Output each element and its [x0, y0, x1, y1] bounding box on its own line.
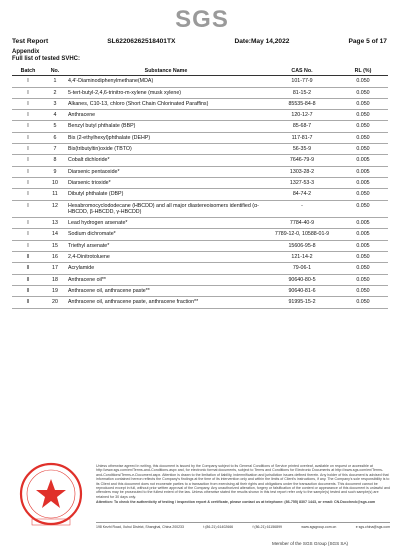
- group-membership: Member of the SGS Group (SGS SA): [272, 541, 349, 546]
- table-row: [12, 274, 388, 285]
- cas-cell: 56-35-9: [266, 144, 338, 155]
- number-cell: 15: [44, 240, 66, 251]
- number-cell: 4: [44, 110, 66, 121]
- number-cell: 5: [44, 121, 66, 132]
- substance-cell: Benzyl butyl phthalate (BBP): [66, 121, 266, 132]
- rl-cell: 0.050: [338, 297, 388, 308]
- batch-cell: II: [12, 252, 44, 263]
- substance-cell: Hexabromocyclododecane (HBCDD) and all major diastereoisomers identified (α-HBCDD, β-HBCDD, γ-HBCDD): [66, 200, 266, 218]
- contact-line: [96, 522, 390, 529]
- cas-cell: 79-06-1: [266, 263, 338, 274]
- office-address: 198 Kezhi Road, Xuhui District, Shanghai, China 200233: [96, 525, 184, 529]
- svg-text:SGS: SGS: [175, 6, 229, 30]
- table-row: [12, 252, 388, 263]
- rl-cell: 0.005: [338, 155, 388, 166]
- col-cas: CAS No.: [266, 68, 338, 76]
- cas-cell: 1303-28-2: [266, 166, 338, 177]
- substance-cell: Sodium dichromate*: [66, 229, 266, 240]
- number-cell: 10: [44, 177, 66, 188]
- rl-cell: 0.050: [338, 110, 388, 121]
- cas-cell: 121-14-2: [266, 252, 338, 263]
- rl-cell: 0.005: [338, 177, 388, 188]
- number-cell: 9: [44, 166, 66, 177]
- batch-cell: I: [12, 218, 44, 229]
- substance-cell: 2,4-Dinitrotoluene: [66, 252, 266, 263]
- number-cell: 8: [44, 155, 66, 166]
- rl-cell: 0.050: [338, 189, 388, 200]
- email-link[interactable]: e sgs.china@sgs.com: [355, 525, 390, 529]
- cas-cell: 7784-40-9: [266, 218, 338, 229]
- batch-cell: I: [12, 76, 44, 87]
- batch-cell: I: [12, 177, 44, 188]
- table-row: [12, 87, 388, 98]
- rl-cell: 0.050: [338, 132, 388, 143]
- substance-cell: Diarsenic trioxide*: [66, 177, 266, 188]
- batch-cell: I: [12, 144, 44, 155]
- substance-cell: Bis (2-ethylhexyl)phthalate (DEHP): [66, 132, 266, 143]
- col-rl: RL (%): [338, 68, 388, 76]
- substance-cell: Anthracene: [66, 110, 266, 121]
- batch-cell: II: [12, 274, 44, 285]
- company-seal: [18, 461, 84, 531]
- number-cell: 1: [44, 76, 66, 87]
- cas-cell: -: [266, 200, 338, 218]
- cas-cell: 117-81-7: [266, 132, 338, 143]
- website-link[interactable]: www.sgsgroup.com.cn: [301, 525, 337, 529]
- table-row: [12, 98, 388, 109]
- batch-cell: I: [12, 229, 44, 240]
- phone-number: t (86-21) 61402666: [203, 525, 234, 529]
- table-row: [12, 200, 388, 218]
- report-date: Date:May 14,2022: [234, 38, 290, 45]
- rl-cell: 0.050: [338, 98, 388, 109]
- batch-cell: I: [12, 98, 44, 109]
- substance-cell: Acrylamide: [66, 263, 266, 274]
- table-header-row: [12, 68, 388, 76]
- cas-cell: 120-12-7: [266, 110, 338, 121]
- number-cell: 20: [44, 297, 66, 308]
- substance-cell: Cobalt dichloride*: [66, 155, 266, 166]
- substance-cell: Anthracene oil**: [66, 274, 266, 285]
- table-row: [12, 177, 388, 188]
- substance-cell: 5-tert-butyl-2,4,6-trinitro-m-xylene (musk xylene): [66, 87, 266, 98]
- authenticity-text: Attention: To check the authenticity of testing / inspection report & certificate, please contact us at telephone: (86-755) 8307 1443, or email: CN.Doccheck@sgs.com: [96, 500, 376, 505]
- rl-cell: 0.005: [338, 229, 388, 240]
- cas-cell: 101-77-9: [266, 76, 338, 87]
- batch-cell: II: [12, 297, 44, 308]
- page-number: Page 5 of 17: [348, 38, 387, 45]
- appendix-heading: [12, 49, 80, 63]
- number-cell: 6: [44, 132, 66, 143]
- batch-cell: I: [12, 240, 44, 251]
- svhc-table: [12, 68, 388, 309]
- table-row: [12, 144, 388, 155]
- rl-cell: 0.005: [338, 166, 388, 177]
- rl-cell: 0.050: [338, 274, 388, 285]
- number-cell: 16: [44, 252, 66, 263]
- substance-cell: Dibutyl phthalate (DBP): [66, 189, 266, 200]
- batch-cell: I: [12, 121, 44, 132]
- table-row: [12, 218, 388, 229]
- cas-cell: 90640-81-6: [266, 285, 338, 296]
- table-row: [12, 155, 388, 166]
- number-cell: 18: [44, 274, 66, 285]
- substance-cell: Alkanes, C10-13, chloro (Short Chain Chlorinated Paraffins): [66, 98, 266, 109]
- fax-number: f (86-21) 61156899: [252, 525, 282, 529]
- rl-cell: 0.050: [338, 121, 388, 132]
- substance-cell: 4,4'-Diaminodiphenylmethane(MDA): [66, 76, 266, 87]
- table-row: [12, 229, 388, 240]
- cas-cell: 15606-95-8: [266, 240, 338, 251]
- legal-disclaimer: [96, 464, 390, 505]
- table-row: [12, 263, 388, 274]
- table-row: [12, 166, 388, 177]
- number-cell: 7: [44, 144, 66, 155]
- number-cell: 19: [44, 285, 66, 296]
- cas-cell: 7789-12-0, 10588-01-9: [266, 229, 338, 240]
- batch-cell: I: [12, 200, 44, 218]
- cas-cell: 85535-84-8: [266, 98, 338, 109]
- batch-cell: I: [12, 166, 44, 177]
- cas-cell: 81-15-2: [266, 87, 338, 98]
- batch-cell: I: [12, 132, 44, 143]
- col-no: No.: [44, 68, 66, 76]
- cas-cell: 85-68-7: [266, 121, 338, 132]
- substance-cell: Anthracene oil, anthracene paste**: [66, 285, 266, 296]
- number-cell: 13: [44, 218, 66, 229]
- batch-cell: II: [12, 263, 44, 274]
- batch-cell: I: [12, 189, 44, 200]
- cas-cell: 90640-80-5: [266, 274, 338, 285]
- table-row: [12, 110, 388, 121]
- rl-cell: 0.005: [338, 240, 388, 251]
- rl-cell: 0.050: [338, 285, 388, 296]
- number-cell: 11: [44, 189, 66, 200]
- disclaimer-text: Unless otherwise agreed in writing, this document is issued by the Company subject to its General Conditions of Service printed overleaf, available on request or accessible at http://www.sgs.com/en/Terms-and-Conditions.aspx and, for electronic format documents, subject to Terms and Conditions for Electronic Documents at http://www.sgs.com/en/Terms-and-Conditions/Terms-e-Document.aspx. Attention is drawn to the limitation of liability, indemnification and jurisdiction issues defined therein. Any holder of this document is advised that information contained hereon reflects the Company's findings at the time of its intervention only and within the limits of Client's instructions, if any. The Company's sole responsibility is to its Client and this document does not exonerate parties to a transaction from exercising all their rights and obligations under the transaction documents. This document cannot be reproduced except in full, without prior written approval of the Company. Any unauthorized alteration, forgery or falsification of the content or appearance of this document is unlawful and offenders may be prosecuted to the fullest extent of the law. Unless otherwise stated the results shown in this test report refer only to the sample(s) tested and such sample(s) are retained for 30 days only.: [96, 464, 390, 499]
- batch-cell: II: [12, 285, 44, 296]
- batch-cell: I: [12, 155, 44, 166]
- report-number: SL62206262518401TX: [107, 38, 176, 45]
- table-row: [12, 76, 388, 87]
- table-row: [12, 121, 388, 132]
- rl-cell: 0.050: [338, 252, 388, 263]
- table-row: [12, 285, 388, 296]
- appendix-subtitle: Full list of tested SVHC:: [12, 56, 81, 62]
- substance-cell: Triethyl arsenate*: [66, 240, 266, 251]
- number-cell: 3: [44, 98, 66, 109]
- substance-cell: Bis(tributyltin)oxide (TBTO): [66, 144, 266, 155]
- table-body: [12, 76, 388, 308]
- cas-cell: 91995-15-2: [266, 297, 338, 308]
- substance-cell: Lead hydrogen arsenate*: [66, 218, 266, 229]
- rl-cell: 0.005: [338, 218, 388, 229]
- number-cell: 17: [44, 263, 66, 274]
- substance-cell: Diarsenic pentaoxide*: [66, 166, 266, 177]
- sgs-logo: [160, 6, 244, 30]
- rl-cell: 0.050: [338, 76, 388, 87]
- col-batch: Batch: [12, 68, 44, 76]
- cas-cell: 84-74-2: [266, 189, 338, 200]
- table-row: [12, 189, 388, 200]
- appendix-title: Appendix: [12, 49, 40, 55]
- rl-cell: 0.050: [338, 87, 388, 98]
- table-row: [12, 132, 388, 143]
- number-cell: 12: [44, 200, 66, 218]
- number-cell: 2: [44, 87, 66, 98]
- number-cell: 14: [44, 229, 66, 240]
- col-substance: Substance Name: [66, 68, 266, 76]
- rl-cell: 0.050: [338, 144, 388, 155]
- rl-cell: 0.050: [338, 200, 388, 218]
- batch-cell: I: [12, 110, 44, 121]
- table-row: [12, 240, 388, 251]
- cas-cell: 1327-53-3: [266, 177, 338, 188]
- cas-cell: 7646-79-9: [266, 155, 338, 166]
- rl-cell: 0.050: [338, 263, 388, 274]
- table-row: [12, 297, 388, 308]
- report-header: [12, 38, 387, 45]
- substance-cell: Anthracene oil, anthracene paste, anthracene fraction**: [66, 297, 266, 308]
- test-report-label: Test Report: [12, 38, 49, 45]
- batch-cell: I: [12, 87, 44, 98]
